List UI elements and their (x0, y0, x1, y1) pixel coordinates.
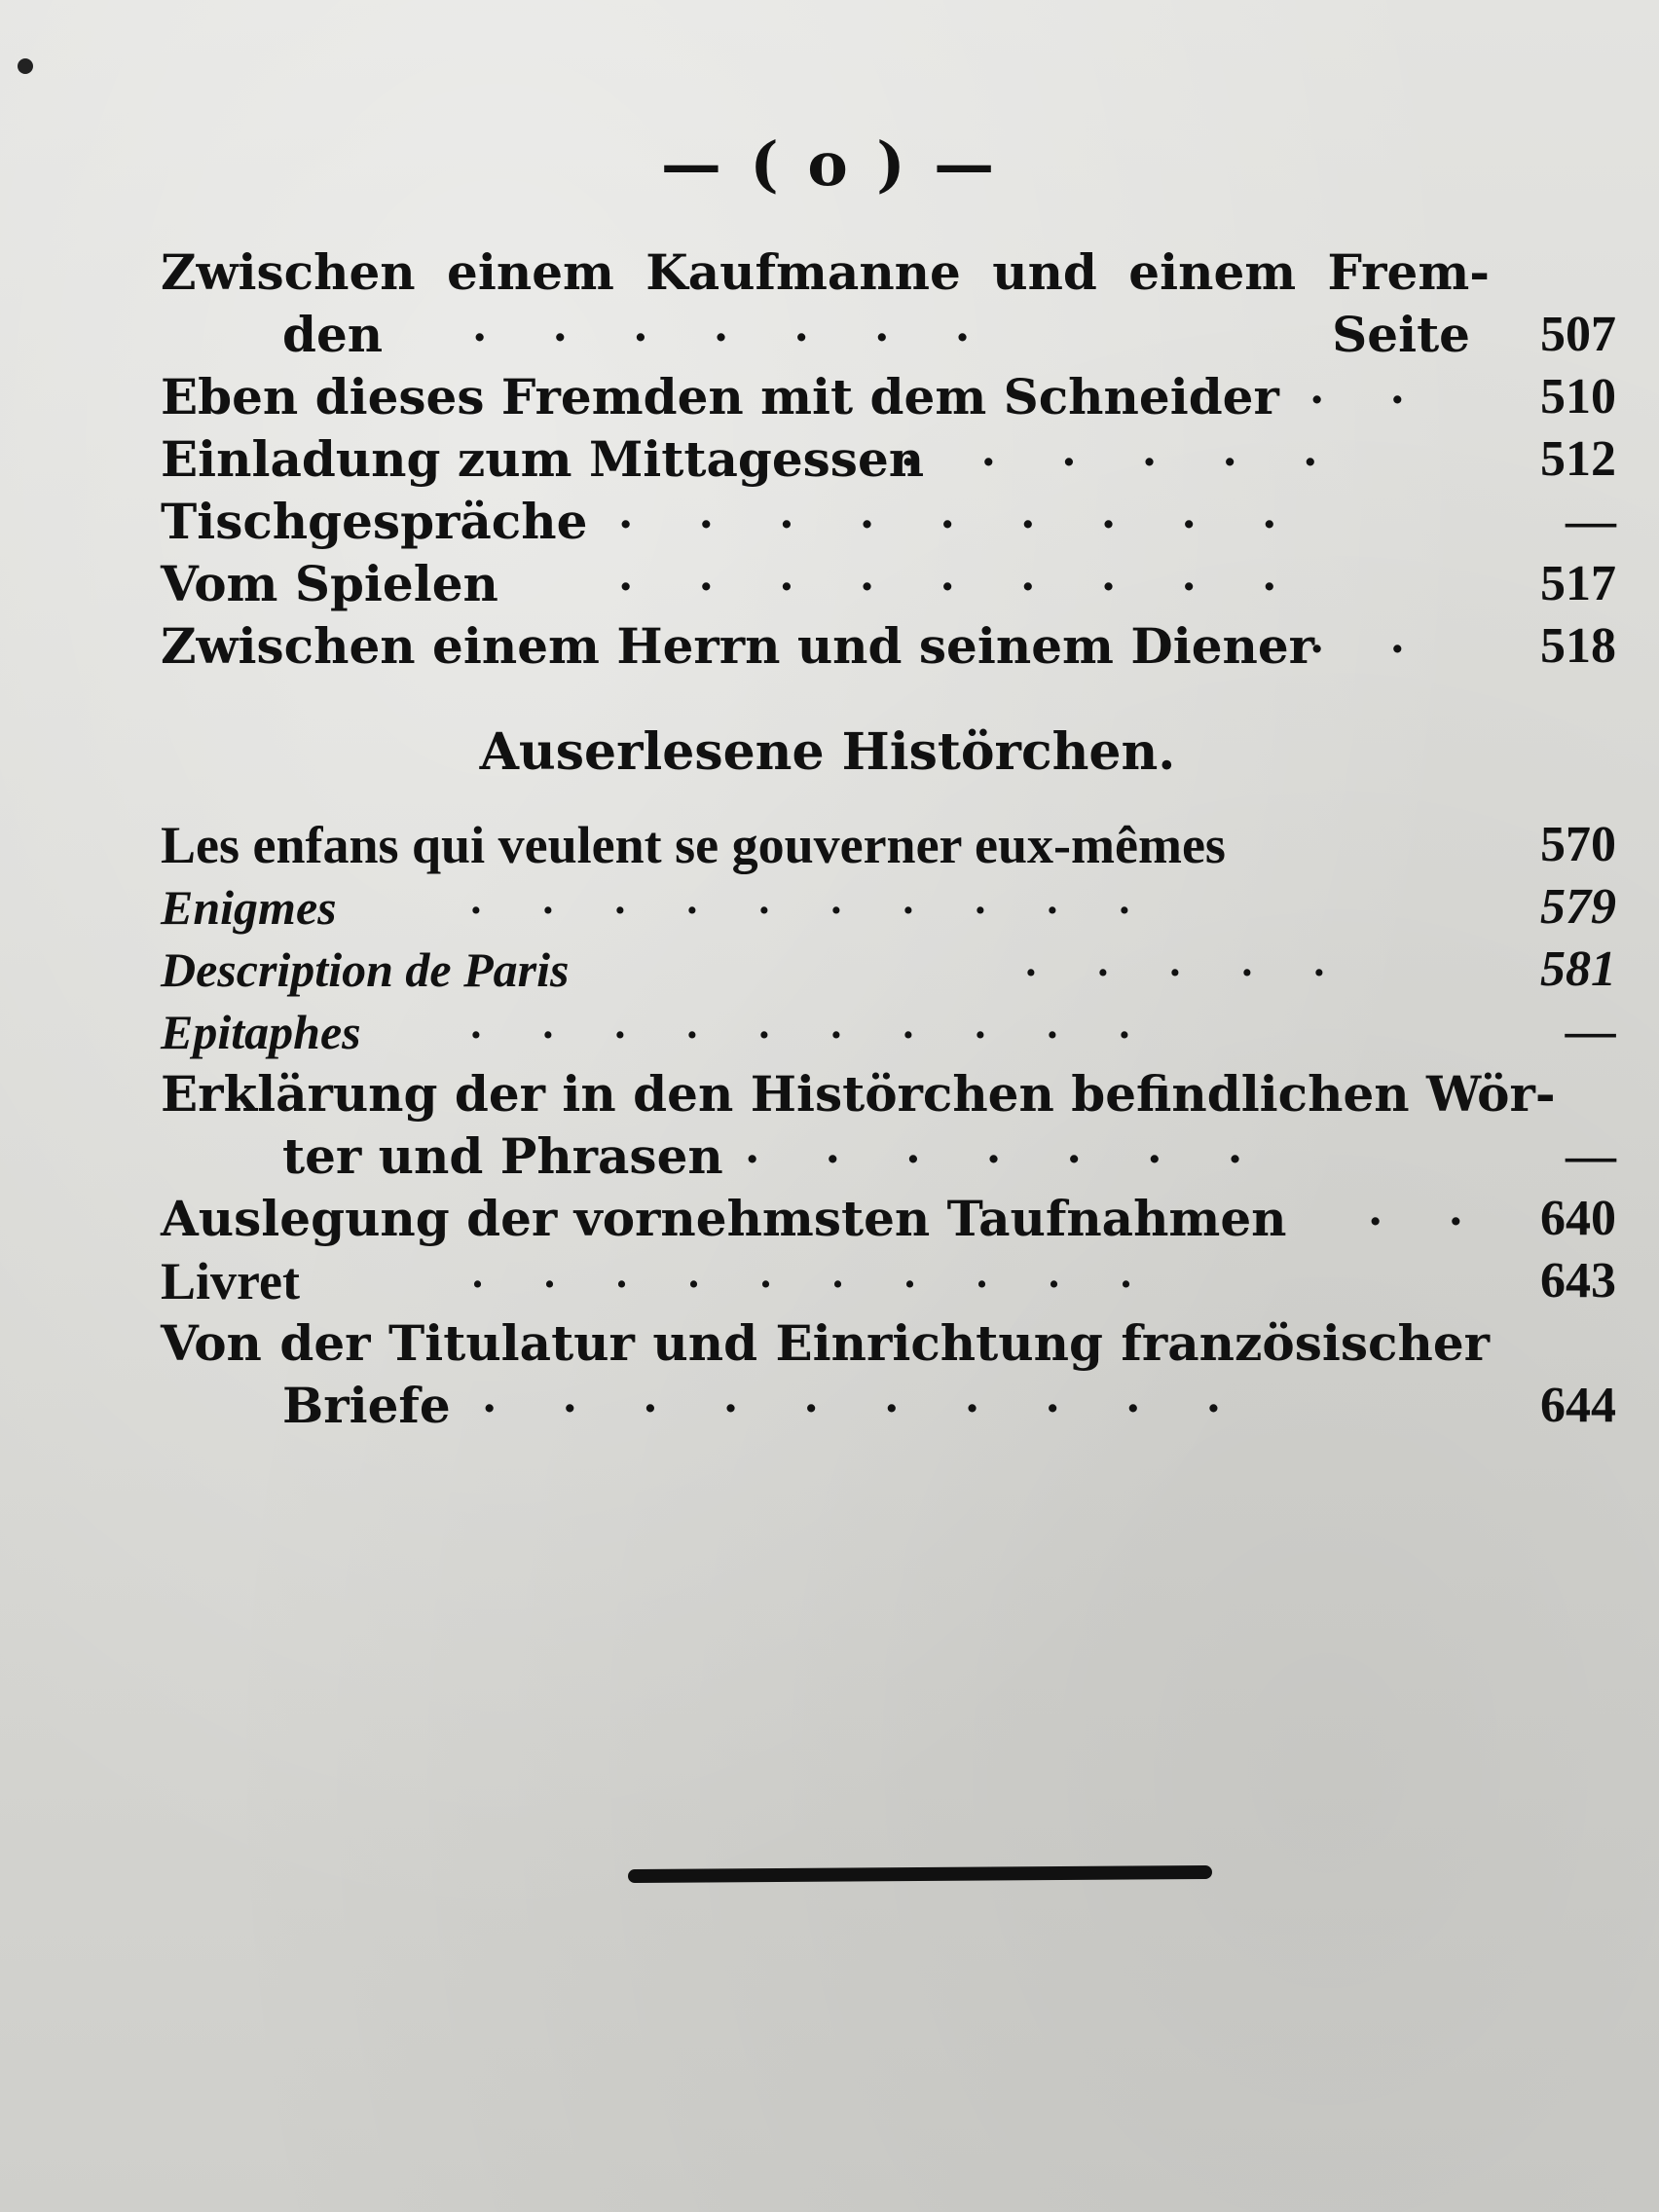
toc-entry (161, 491, 1616, 553)
toc-page-number: 579 (1540, 879, 1616, 935)
leader-dots: . . . . . . (901, 426, 1318, 476)
toc-entry-title-continued: Briefe (282, 1377, 451, 1434)
toc-entry (161, 428, 1616, 491)
toc-page-number: 517 (1540, 556, 1616, 611)
toc-entry (161, 1063, 1616, 1125)
toc-entry (161, 814, 1616, 876)
toc-entry-title-continued: ter und Phrasen (282, 1127, 723, 1185)
leader-dots: . . (1309, 364, 1405, 414)
toc-entry-continuation (161, 1125, 1616, 1188)
toc-entry-title: Von der Titulatur und Einrichtung französischer (161, 1314, 1490, 1372)
toc-page-number: 640 (1540, 1191, 1616, 1246)
page-header: — ( o ) — (660, 129, 999, 200)
leader-dots: . . . . . . . (472, 302, 971, 351)
leader-dots: . . . . . (1027, 938, 1326, 985)
toc-page-number: 510 (1540, 369, 1616, 424)
toc-page-number: 507 (1540, 307, 1616, 362)
toc-entry (161, 939, 1616, 1001)
toc-entry (161, 553, 1616, 615)
toc-entry-title: Vom Spielen (161, 555, 498, 612)
toc-entry (161, 1312, 1616, 1375)
toc-entry (161, 876, 1616, 939)
leader-dots: . . . . . . . . . . (472, 875, 1131, 923)
toc-entry-title: Livret (161, 1252, 300, 1310)
toc-page-number: 644 (1540, 1378, 1616, 1433)
closing-rule (628, 1865, 1212, 1883)
toc-entry (161, 1188, 1616, 1250)
toc-entry (161, 1001, 1616, 1063)
toc-entry (161, 366, 1616, 428)
table-of-contents (161, 241, 1616, 1437)
toc-entry (161, 1250, 1616, 1312)
toc-entry-title: Auslegung der vornehmsten Taufnahmen (161, 1190, 1287, 1247)
leader-dots: . . . . . . . . . . (472, 1249, 1131, 1297)
leader-dots: . . (1368, 1186, 1463, 1235)
toc-page-number: 512 (1540, 431, 1616, 487)
toc-entry-title-continued: den (282, 306, 384, 363)
toc-entry-continuation (161, 1375, 1616, 1437)
toc-page-number: 581 (1540, 941, 1616, 997)
toc-entry-title: Epitaphes (161, 1005, 361, 1059)
toc-page-number: — (1566, 1004, 1616, 1059)
leader-dots: . . . . . . . . . . (472, 1000, 1131, 1048)
leader-dots: . . (1309, 613, 1405, 663)
toc-entry-title: Zwischen einem Herrn und seinem Diener (161, 617, 1315, 675)
toc-page-number: 643 (1540, 1253, 1616, 1309)
toc-entry-title: Eben dieses Fremden mit dem Schneider (161, 368, 1279, 425)
toc-entry-title: Zwischen einem Kaufmanne und einem Frem- (161, 243, 1490, 301)
section-title: Auserlesene Histörchen. (479, 722, 1176, 782)
toc-entry-title: Les enfans qui veulent se gouverner eux-mêmes (161, 816, 1226, 874)
toc-entry-title: Description de Paris (161, 942, 570, 997)
toc-page-number: — (1566, 494, 1616, 549)
leader-dots: . . . . . . . . . (618, 489, 1277, 538)
toc-entry-continuation (161, 304, 1616, 366)
leader-dots: . . . . . . . . . . (482, 1373, 1222, 1422)
toc-page-number: 518 (1540, 618, 1616, 674)
leader-dots: . . . . . . . (745, 1124, 1243, 1173)
seite-label: Seite (1332, 306, 1470, 363)
toc-entry (161, 241, 1616, 304)
toc-entry-title: Tischgespräche (161, 493, 588, 550)
toc-entry (161, 615, 1616, 678)
toc-page-number: — (1566, 1128, 1616, 1184)
leader-dots: . . . . . . . . . (618, 551, 1277, 601)
toc-page-number: 570 (1540, 817, 1616, 872)
toc-entry-title: Einladung zum Mittagessen (161, 430, 925, 488)
toc-entry-title: Erklärung der in den Histörchen befindlichen Wör- (161, 1065, 1556, 1123)
ink-spot (18, 58, 33, 74)
toc-entry-title: Enigmes (161, 880, 337, 935)
